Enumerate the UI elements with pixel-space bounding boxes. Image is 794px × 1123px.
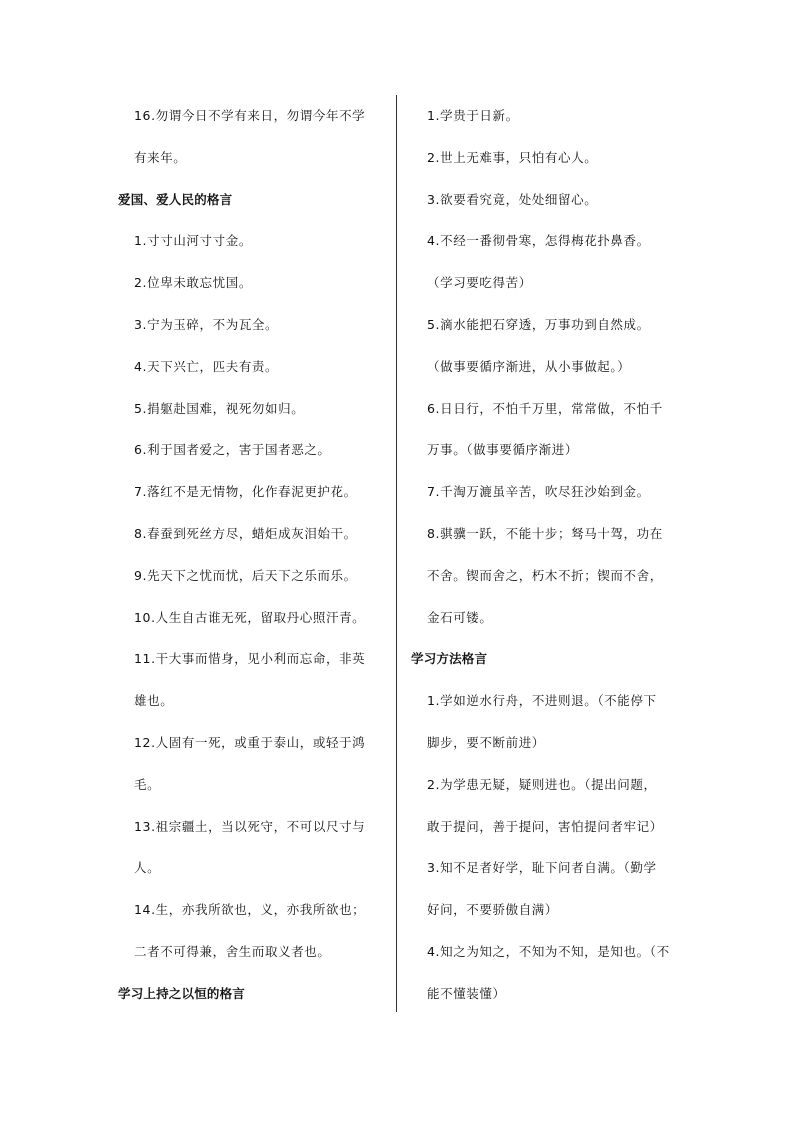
text-line: 8.骐骥一跃，不能十步；驽马十驾，功在	[427, 525, 663, 541]
text-line: 2.为学患无疑，疑则进也。（提出问题，	[427, 776, 657, 792]
text-line: 7.千淘万漉虽辛苦，吹尽狂沙始到金。	[427, 484, 650, 500]
text-line: 5.捐躯赴国难，视死勿如归。	[134, 400, 305, 416]
text-line-continuation: 人。	[134, 860, 161, 876]
text-line: 6.日日行，不怕千万里，常常做，不怕千	[427, 400, 663, 416]
text-line: 10.人生自古谁无死，留取丹心照汗青。	[134, 609, 366, 625]
text-line: 13.祖宗疆土，当以死守，不可以尺寸与	[134, 818, 366, 834]
text-line: 16.勿谓今日不学有来日，勿谓今年不学	[134, 108, 366, 123]
text-line: 3.宁为玉碎，不为瓦全。	[134, 316, 279, 332]
section-heading: 学习方法格言	[411, 651, 488, 667]
text-line: 脚步，要不断前进）	[427, 734, 545, 750]
section-heading: 学习上持之以恒的格言	[118, 985, 246, 1001]
text-line: 能不懂装懂）	[427, 985, 506, 1001]
text-line: 11.干大事而惜身，见小利而忘命，非英	[134, 651, 366, 667]
text-line: 1.学贵于日新。	[427, 108, 519, 123]
right-column	[411, 95, 696, 1015]
text-line: 9.先天下之忧而忧，后天下之乐而乐。	[134, 567, 357, 583]
text-line: 4.天下兴亡，匹夫有责。	[134, 358, 279, 374]
column-divider	[396, 95, 397, 1012]
text-line: 1.寸寸山河寸寸金。	[134, 233, 252, 249]
text-line-continuation: 雄也。	[134, 693, 174, 709]
text-line: 6.利于国者爱之，害于国者恶之。	[134, 442, 331, 458]
text-line: 好问，不要骄傲自满）	[427, 902, 559, 918]
text-line-continuation: 二者不可得兼，舍生而取义者也。	[134, 943, 331, 959]
text-line: 8.春蚕到死丝方尽，蜡炬成灰泪始干。	[134, 525, 357, 541]
text-line: 2.世上无难事，只怕有心人。	[427, 149, 598, 165]
text-line: 3.欲要看究竟，处处细留心。	[427, 191, 598, 207]
text-line: 14.生，亦我所欲也，义，亦我所欲也；	[134, 902, 366, 918]
left-column	[118, 95, 398, 1015]
text-line-continuation: 毛。	[134, 776, 161, 792]
text-line: 2.位卑未敢忘忧国。	[134, 275, 252, 291]
text-line: 敢于提问，善于提问，害怕提问者牢记）	[427, 818, 663, 834]
text-line: 5.滴水能把石穿透，万事功到自然成。	[427, 316, 650, 332]
text-line: 金石可镂。	[427, 609, 493, 625]
text-line: （学习要吃得苦）	[427, 275, 532, 291]
text-line: 1.学如逆水行舟，不进则退。（不能停下	[427, 693, 657, 709]
text-line: 3.知不足者好学，耻下问者自满。（勤学	[427, 860, 657, 876]
text-line: 7.落红不是无情物，化作春泥更护花。	[134, 484, 357, 500]
text-line: 万事。（做事要循序渐进）	[427, 442, 578, 458]
text-line-continuation: 有来年。	[134, 149, 187, 165]
text-line: 4.不经一番彻骨寒，怎得梅花扑鼻香。	[427, 233, 650, 249]
text-line: 12.人固有一死，或重于泰山，或轻于鸿	[134, 734, 366, 750]
section-heading: 爱国、爱人民的格言	[118, 191, 233, 207]
text-line: （做事要循序渐进，从小事做起。）	[427, 358, 631, 374]
text-line: 4.知之为知之，不知为不知，是知也。（不	[427, 943, 670, 959]
text-line: 不舍。锲而舍之，朽木不折；锲而不舍，	[427, 567, 663, 583]
